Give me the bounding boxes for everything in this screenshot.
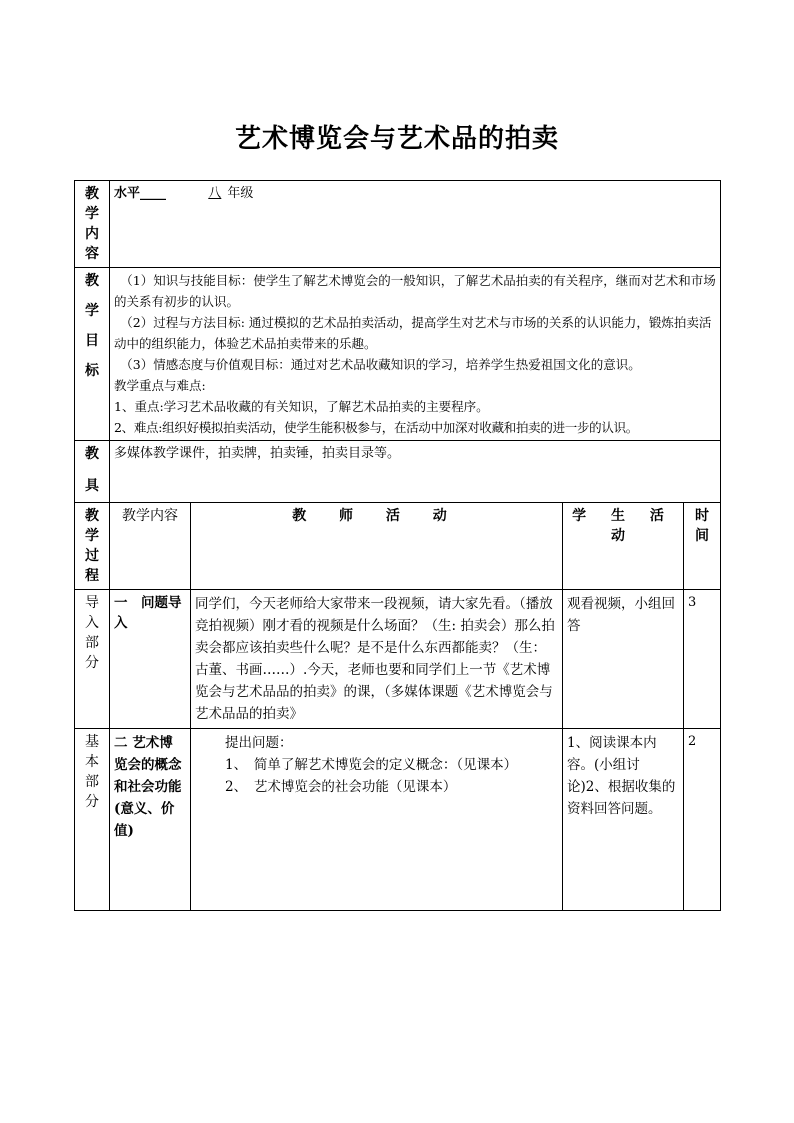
process-row-intro — [75, 590, 721, 729]
intro-content: 一 问题导入 — [110, 590, 191, 729]
intro-time: 3 — [684, 590, 721, 729]
key-point-1: 1、重点:学习艺术品收藏的有关知识，了解艺术品拍卖的主要程序。 — [114, 399, 489, 414]
process-row-main — [75, 729, 721, 911]
teacher-item-2: 2、 艺术博览会的社会功能（见课本） — [225, 779, 457, 795]
tools-row — [75, 441, 721, 503]
key-point-2: 2、难点:组织好模拟拍卖活动，使学生能积极参与，在活动中加深对收藏和拍卖的进一步的认识。 — [114, 420, 638, 435]
header-time: 时 间 — [684, 503, 721, 590]
intro-student-activity: 观看视频，小组回答 — [563, 590, 684, 729]
content-label: 教 学 内 容 — [75, 181, 110, 268]
content-row — [75, 181, 721, 268]
main-student-activity: 1、阅读课本内容。(小组讨论)2、根据收集的资料回答问题。 — [563, 729, 684, 911]
main-teacher-activity — [191, 729, 563, 911]
intro-teacher-activity: 同学们，今天老师给大家带来一段视频，请大家先看。（播放竞拍视频）刚才看的视频是什么场面？（生: 拍卖会）那么拍卖会都应该拍卖些什么呢？是不是什么东西都能卖？（生：古董、书画……）.今天，老师也要和同学们上一节《艺术博览会与艺术品品的拍卖》的课，（多媒体课题《艺术博览会与艺术品品的拍卖》 — [191, 590, 563, 729]
tools-label: 教 具 — [75, 441, 110, 503]
grade-value: 八 — [208, 186, 222, 201]
intro-label: 导 入 部 分 — [75, 590, 110, 729]
goal-line-3: （3）情感态度与价值观目标：通过对艺术品收藏知识的学习，培养学生热爱祖国文化的意识。 — [120, 357, 641, 372]
key-points-heading: 教学重点与难点: — [114, 378, 206, 393]
teacher-item-1: 1、 简单了解艺术博览会的定义概念：（见课本） — [225, 757, 518, 773]
teacher-intro: 提出问题： — [225, 735, 293, 751]
tools-text: 多媒体教学课件，拍卖牌，拍卖锤，拍卖目录等。 — [110, 441, 721, 503]
level-label: 水平____ — [114, 186, 167, 201]
content-value — [110, 181, 721, 268]
main-content: 二 艺术博览会的概念和社会功能(意义、价值) — [110, 729, 191, 911]
main-time: 2 — [684, 729, 721, 911]
goal-line-1: （1）知识与技能目标：使学生了解艺术博览会的一般知识，了解艺术品拍卖的有关程序，继而对艺术和市场的关系有初步的认识。 — [114, 273, 716, 309]
main-label: 基 本 部 分 — [75, 729, 110, 911]
goals-row — [75, 268, 721, 441]
lesson-plan-table — [74, 180, 721, 911]
process-label: 教 学 过 程 — [75, 503, 110, 590]
header-content: 教学内容 — [110, 503, 191, 590]
goals-text — [110, 268, 721, 441]
header-student: 学 生 活 动 — [563, 503, 684, 590]
grade-suffix: 年级 — [227, 186, 254, 201]
goal-line-2: （2）过程与方法目标: 通过模拟的艺术品拍卖活动，提高学生对艺术与市场的关系的认识能力，锻炼拍卖活动中的组织能力，体验艺术品拍卖带来的乐趣。 — [114, 315, 712, 351]
process-header-row — [75, 503, 721, 590]
goals-label: 教 学 目 标 — [75, 268, 110, 441]
document-title: 艺术博览会与艺术品的拍卖 — [234, 124, 559, 154]
header-teacher: 教 师 活 动 — [191, 503, 563, 590]
